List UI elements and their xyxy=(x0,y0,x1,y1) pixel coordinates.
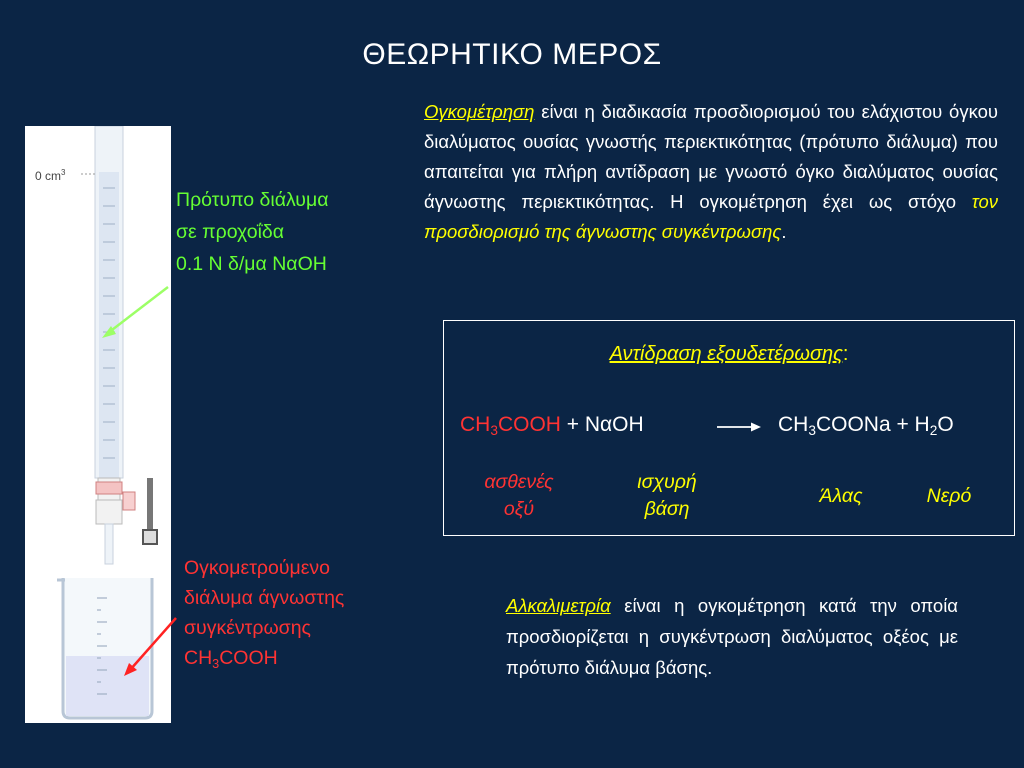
reaction-products: $CH_3COONa + H_2O$ xyxy=(778,413,954,438)
burette-liquid xyxy=(99,172,119,478)
titration-definition xyxy=(424,97,998,247)
burette-solution-label xyxy=(176,184,328,280)
definition-goal: τον προσδιορισμό της άγνωστης συγκέντρωσης xyxy=(424,191,998,242)
neutralization-reaction-box xyxy=(443,320,1015,536)
burette-label-line3: 0.1 N δ/μα NαOH xyxy=(176,253,327,275)
reaction-title: Αντίδραση εξουδετέρωσης: xyxy=(609,343,849,365)
slide-title: ΘΕΩΡΗΤΙΚΟ ΜΕΡΟΣ xyxy=(362,38,662,71)
beaker-liquid xyxy=(66,656,149,716)
analyte-label-line3: συγκέντρωσης xyxy=(184,617,311,639)
alkalimetry-text: είναι η ογκομέτρηση κατά την οποία προσδιορίζεται η συγκέντρωση διαλύματος οξέος με πρότυπο διάλυμα βάσης. xyxy=(506,595,958,678)
burette-label-line2: σε προχοΐδα xyxy=(176,221,285,243)
acid-formula: $CH_3COOH$ xyxy=(460,413,561,438)
salt-role-label: Άλας xyxy=(819,485,863,507)
base-formula: NαOH xyxy=(584,413,644,436)
burette-and-beaker-drawing xyxy=(25,126,171,723)
svg-text:0 cm3 xyxy=(35,168,66,183)
alkalimetry-definition xyxy=(506,590,958,683)
alkalimetry-term: Αλκαλιμετρία xyxy=(506,595,611,616)
zero-mark-label: 0 cm xyxy=(35,169,62,183)
analyte-label-line2: διάλυμα άγνωστης xyxy=(184,587,345,609)
reaction-equation xyxy=(460,413,954,438)
water-role-label: Νερό xyxy=(926,485,972,507)
burette-label-line1: Πρότυπο διάλυμα xyxy=(176,189,329,211)
definition-text: είναι η διαδικασία προσδιορισμού του ελάχιστου όγκου διαλύματος ουσίας γνωστής περιεκτικότητας (πρότυπο διάλυμα) που απαιτείται για πλήρη αντίδραση με γνωστό όγκο διαλύματος ουσίας άγνωστης περιεκτικότητας. Η ογκομέτρηση έχει ως στόχο xyxy=(424,101,998,212)
analyte-formula: $CH_3COOH$ xyxy=(184,647,278,671)
base-role-label: ισχυρή βάση xyxy=(637,471,697,520)
stopcock xyxy=(96,482,122,494)
zero-mark-sup: 3 xyxy=(61,168,66,177)
analyte-label-line1: Ογκομετρούμενο xyxy=(184,557,331,579)
acid-role-label: ασθενές οξύ xyxy=(484,471,554,520)
stopcock-handle xyxy=(147,478,153,530)
analyte-solution-label xyxy=(184,553,344,673)
titration-apparatus-image xyxy=(25,126,171,723)
definition-end: . xyxy=(781,221,787,242)
reaction-arrow-icon xyxy=(717,421,761,433)
plus-sign: + xyxy=(560,413,585,436)
definition-term: Ογκομέτρηση xyxy=(424,101,535,122)
